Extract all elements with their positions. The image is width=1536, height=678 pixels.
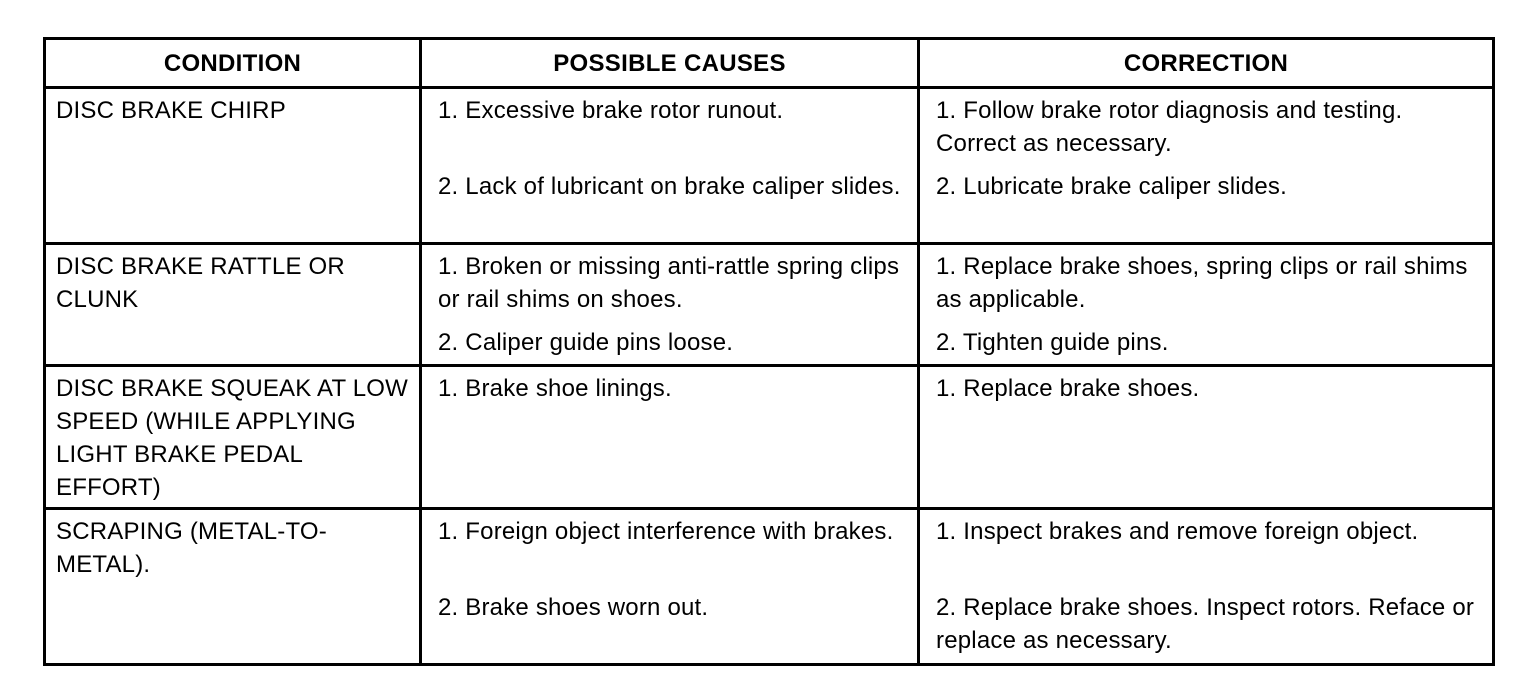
cause-item: 1. Broken or missing anti-rattle spring clips or rail shims on shoes. — [438, 253, 900, 313]
cause-item: 2. Caliper guide pins loose. — [438, 329, 734, 356]
correction-cell — [919, 88, 1494, 244]
table-row — [45, 244, 1494, 366]
header-condition: CONDITION — [45, 39, 421, 88]
correction-item: 1. Follow brake rotor diagnosis and testing. Correct as necessary. — [936, 97, 1403, 157]
condition-cell: SCRAPING (METAL-TO-METAL). — [45, 509, 421, 665]
causes-cell — [421, 366, 919, 509]
condition-cell: DISC BRAKE CHIRP — [45, 88, 421, 244]
causes-cell — [421, 244, 919, 366]
header-correction: CORRECTION — [919, 39, 1494, 88]
correction-item: 2. Replace brake shoes. Inspect rotors. Reface or replace as necessary. — [936, 594, 1475, 654]
correction-cell — [919, 366, 1494, 509]
condition-cell: DISC BRAKE RATTLE OR CLUNK — [45, 244, 421, 366]
correction-item: 1. Inspect brakes and remove foreign object. — [936, 518, 1419, 545]
table-body — [45, 88, 1494, 665]
table-row — [45, 509, 1494, 665]
cause-item: 1. Foreign object interference with brakes. — [438, 518, 894, 545]
header-row — [45, 39, 1494, 88]
correction-item: 1. Replace brake shoes, spring clips or rail shims as applicable. — [936, 253, 1468, 313]
condition-cell: DISC BRAKE SQUEAK AT LOW SPEED (WHILE APPLYING LIGHT BRAKE PEDAL EFFORT) — [45, 366, 421, 509]
cause-item: 2. Brake shoes worn out. — [438, 594, 709, 621]
correction-item: 2. Lubricate brake caliper slides. — [936, 173, 1287, 200]
cause-item: 1. Excessive brake rotor runout. — [438, 97, 784, 124]
diagnosis-table — [43, 37, 1495, 666]
correction-item: 1. Replace brake shoes. — [936, 375, 1200, 402]
cause-item: 2. Lack of lubricant on brake caliper slides. — [438, 173, 901, 200]
correction-cell — [919, 509, 1494, 665]
header-possible-causes: POSSIBLE CAUSES — [421, 39, 919, 88]
causes-cell — [421, 509, 919, 665]
correction-item: 2. Tighten guide pins. — [936, 329, 1169, 356]
table-row — [45, 366, 1494, 509]
table-row — [45, 88, 1494, 244]
correction-cell — [919, 244, 1494, 366]
cause-item: 1. Brake shoe linings. — [438, 375, 672, 402]
table-header — [45, 39, 1494, 88]
causes-cell — [421, 88, 919, 244]
